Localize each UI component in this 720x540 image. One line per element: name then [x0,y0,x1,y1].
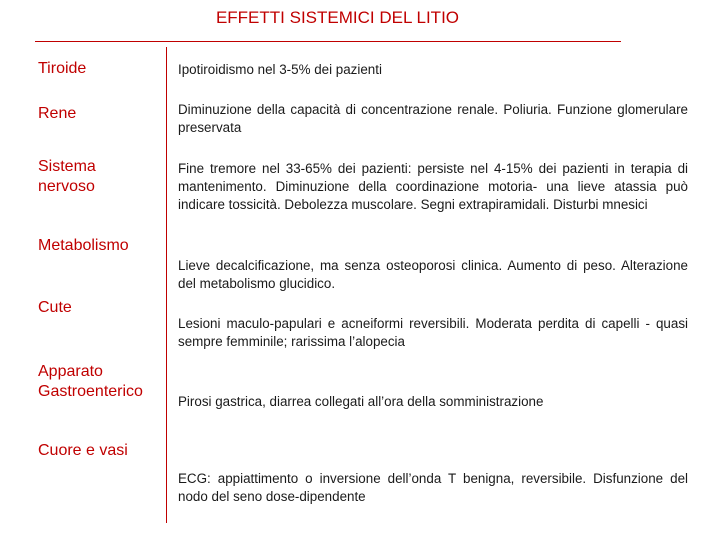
row-label-metabolismo: Metabolismo [38,237,129,254]
row-label-tiroide: Tiroide [38,60,87,77]
row-label-cute: Cute [38,299,72,316]
title-divider [35,41,621,42]
row-description-tiroide: Ipotiroidismo nel 3-5% dei pazienti [178,62,382,77]
page-title: EFFETTI SISTEMICI DEL LITIO [215,8,460,27]
row-label-cuore-e-vasi: Cuore e vasi [38,442,128,459]
row-label-rene: Rene [38,105,77,122]
column-divider [166,47,167,523]
row-label-sistema-nervoso: Sistema nervoso [38,158,96,195]
row-description-metabolismo: Lieve decalcificazione, ma senza osteoporosi clinica. Aumento di peso. Alterazione del metabolismo glucidico. [178,258,688,291]
row-description-rene: Diminuzione della capacità di concentrazione renale. Poliuria. Funzione glomerulare preservata [178,102,688,135]
row-description-cuore-e-vasi: ECG: appiattimento o inversione dell’onda T benigna, reversibile. Disfunzione del nodo del seno dose-dipendente [178,471,688,504]
row-description-cute: Lesioni maculo-papulari e acneiformi reversibili. Moderata perdita di capelli - quasi sempre femminile; rarissima l’alopecia [178,316,688,349]
row-label-apparato-gastroenterico: Apparato Gastroenterico [38,363,143,400]
row-description-apparato-gastroenterico: Pirosi gastrica, diarrea collegati all’ora della somministrazione [178,394,544,409]
row-description-sistema-nervoso: Fine tremore nel 33-65% dei pazienti: persiste nel 4-15% dei pazienti in terapia di mantenimento. Diminuzione della coordinazione motoria- una lieve atassia può indicare tossicità. Debolezza muscolare. Segni extrapiramidali. Disturbi mnesici [178,161,688,212]
